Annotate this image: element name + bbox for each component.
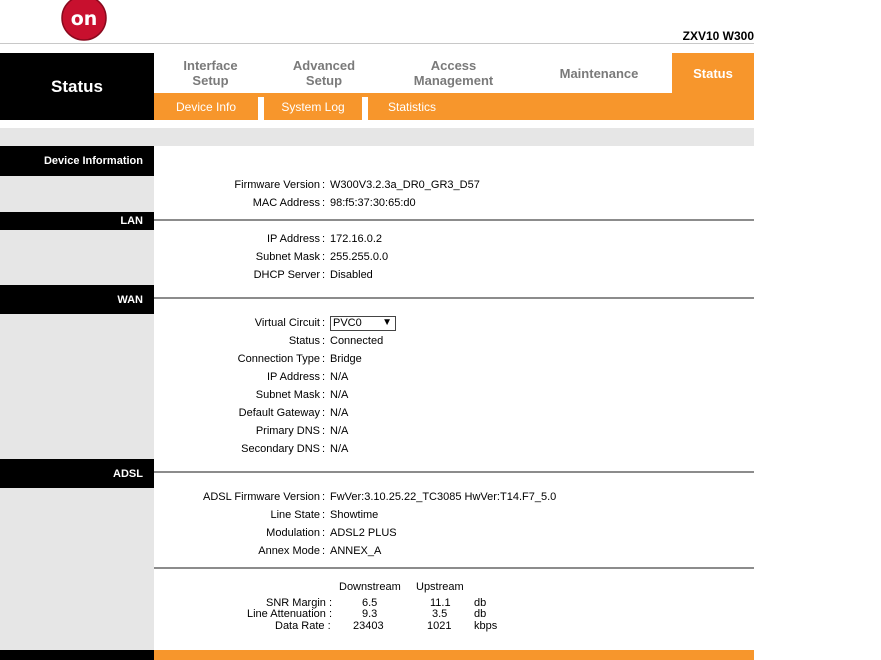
- snr-label: SNR Margin :: [266, 597, 333, 609]
- logo-text: on: [70, 8, 98, 30]
- adsl-divider: [154, 471, 754, 473]
- firmware-value: W300V3.2.3a_DR0_GR3_D57: [330, 179, 480, 191]
- gateway-value: N/A: [330, 407, 349, 419]
- lan-ip-value: 172.16.0.2: [330, 233, 382, 245]
- section-title: Status: [0, 53, 154, 120]
- main-nav: [154, 53, 754, 93]
- device-info-heading: Device Information: [0, 146, 154, 176]
- lan-mask-label: Subnet Mask: [255, 251, 320, 263]
- lan-ip-row: IP Address : 172.16.0.2: [154, 230, 382, 248]
- wan-mask-label: Subnet Mask: [255, 389, 320, 401]
- virtual-circuit-row: Virtual Circuit : PVC0 ▼: [154, 314, 396, 332]
- data-rate-unit: kbps: [474, 620, 498, 632]
- tab-interface-setup[interactable]: Interface Setup: [183, 58, 238, 88]
- subtab-statistics[interactable]: Statistics: [387, 99, 436, 114]
- dhcp-value: Disabled: [330, 269, 373, 281]
- mac-label: MAC Address: [252, 197, 320, 209]
- spacer-strip: [0, 128, 754, 146]
- wan-ip-value: N/A: [330, 371, 349, 383]
- wan-status-value: Connected: [330, 335, 384, 347]
- secondary-dns-value: N/A: [330, 443, 349, 455]
- secondary-dns-row: Secondary DNS : N/A: [154, 440, 348, 458]
- adsl-stats-divider: [154, 567, 754, 569]
- virtual-circuit-select[interactable]: [330, 316, 396, 331]
- annex-row: Annex Mode : ANNEX_A: [154, 542, 381, 560]
- lan-ip-label: IP Address: [267, 233, 320, 245]
- tab-access-management[interactable]: Access Management: [413, 58, 494, 88]
- tab-maintenance[interactable]: Maintenance: [559, 65, 639, 81]
- adsl-firmware-row: ADSL Firmware Version : FwVer:3.10.25.22_TC3085 HwVer:T14.F7_5.0: [154, 488, 556, 506]
- sub-nav: [154, 93, 754, 120]
- adsl-heading: ADSL: [0, 459, 154, 488]
- gateway-label: Default Gateway: [238, 407, 320, 419]
- mac-value: 98:f5:37:30:65:d0: [330, 197, 416, 209]
- primary-dns-row: Primary DNS : N/A: [154, 422, 348, 440]
- annex-label: Annex Mode: [258, 545, 320, 557]
- secondary-dns-label: Secondary DNS: [241, 443, 320, 455]
- virtual-circuit-select-wrap: [330, 316, 396, 331]
- wan-ip-label: IP Address: [267, 371, 320, 383]
- lan-mask-value: 255.255.0.0: [330, 251, 389, 263]
- lan-heading: LAN: [0, 212, 154, 230]
- attenuation-up: 3.5: [432, 608, 448, 620]
- footer-bar: [154, 650, 754, 660]
- snr-unit: db: [474, 597, 487, 609]
- data-rate-up: 1021: [427, 620, 452, 632]
- primary-dns-value: N/A: [330, 425, 349, 437]
- modulation-row: Modulation : ADSL2 PLUS: [154, 524, 397, 542]
- data-rate-label: Data Rate :: [275, 620, 331, 632]
- modulation-label: Modulation: [266, 527, 320, 539]
- footer-left: [0, 650, 154, 660]
- primary-dns-label: Primary DNS: [255, 425, 320, 437]
- annex-value: ANNEX_A: [330, 545, 382, 557]
- attenuation-label: Line Attenuation :: [247, 608, 333, 620]
- line-state-row: Line State : Showtime: [154, 506, 378, 524]
- chevron-down-icon: ▼: [382, 316, 392, 328]
- model-name: ZXV10 W300: [682, 29, 754, 43]
- dhcp-row: DHCP Server : Disabled: [154, 266, 373, 284]
- wan-divider: [154, 297, 754, 299]
- line-state-label: Line State: [270, 509, 320, 521]
- downstream-header: Downstream: [339, 581, 401, 593]
- dhcp-label: DHCP Server: [253, 269, 320, 281]
- wan-ip-row: IP Address : N/A: [154, 368, 348, 386]
- line-state-value: Showtime: [330, 509, 379, 521]
- gateway-row: Default Gateway : N/A: [154, 404, 348, 422]
- header-divider: [0, 43, 754, 44]
- wan-status-label: Status: [288, 335, 320, 347]
- wan-mask-value: N/A: [330, 389, 349, 401]
- snr-up: 11.1: [430, 597, 451, 609]
- firmware-label: Firmware Version: [234, 179, 320, 191]
- attenuation-down: 9.3: [362, 608, 378, 620]
- lan-divider: [154, 219, 754, 221]
- on-logo: [60, 0, 110, 42]
- lan-mask-row: Subnet Mask : 255.255.0.0: [154, 248, 388, 266]
- subtab-device-info[interactable]: Device Info: [175, 99, 237, 114]
- attenuation-unit: db: [474, 608, 487, 620]
- tab-advanced-setup[interactable]: Advanced Setup: [292, 58, 356, 88]
- upstream-header: Upstream: [416, 581, 464, 593]
- firmware-row: Firmware Version : W300V3.2.3a_DR0_GR3_D57: [154, 176, 480, 194]
- adsl-firmware-label: ADSL Firmware Version: [203, 491, 320, 503]
- connection-type-value: Bridge: [330, 353, 362, 365]
- data-rate-down: 23403: [353, 620, 384, 632]
- wan-heading: WAN: [0, 285, 154, 314]
- wan-mask-row: Subnet Mask : N/A: [154, 386, 348, 404]
- adsl-firmware-value: FwVer:3.10.25.22_TC3085 HwVer:T14.F7_5.0: [330, 491, 557, 503]
- modulation-value: ADSL2 PLUS: [330, 527, 397, 539]
- wan-status-row: Status : Connected: [154, 332, 383, 350]
- virtual-circuit-label: Virtual Circuit: [254, 317, 320, 329]
- subtab-system-log[interactable]: System Log: [281, 99, 345, 114]
- snr-down: 6.5: [362, 597, 378, 609]
- tab-status[interactable]: Status: [672, 53, 754, 93]
- mac-row: MAC Address : 98:f5:37:30:65:d0: [154, 194, 416, 212]
- connection-type-label: Connection Type: [237, 353, 320, 365]
- connection-type-row: Connection Type : Bridge: [154, 350, 362, 368]
